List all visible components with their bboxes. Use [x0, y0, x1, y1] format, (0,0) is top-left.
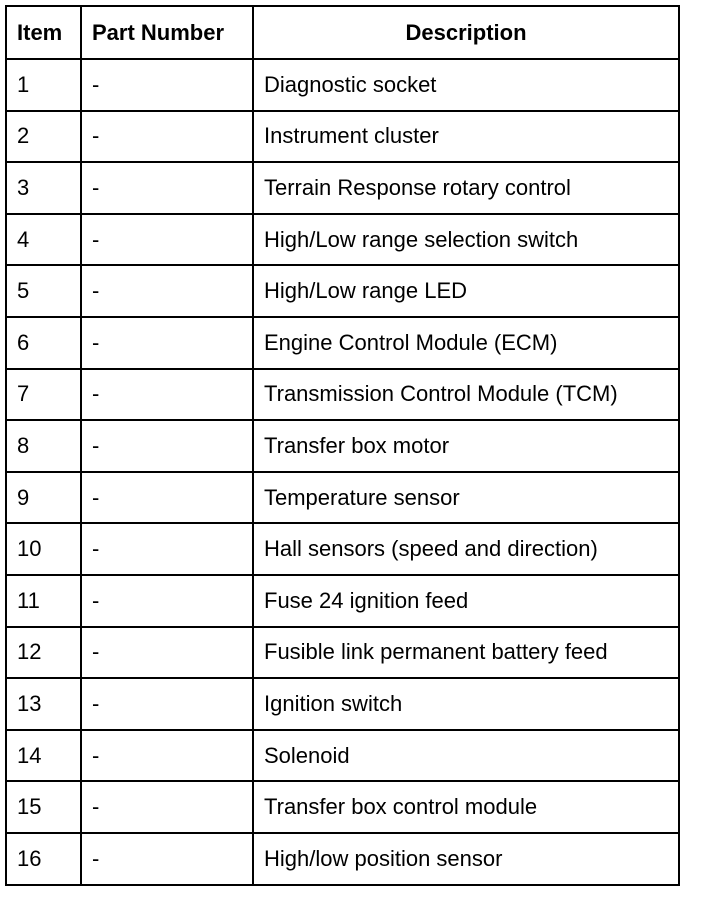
- cell-description: Terrain Response rotary control: [253, 162, 679, 214]
- cell-part-number: -: [81, 59, 253, 111]
- table-body: [6, 59, 679, 885]
- cell-part-number: -: [81, 317, 253, 369]
- table-row: [6, 730, 679, 782]
- cell-description: High/Low range LED: [253, 265, 679, 317]
- table-row: [6, 678, 679, 730]
- cell-part-number: -: [81, 265, 253, 317]
- cell-description: Solenoid: [253, 730, 679, 782]
- cell-item: 15: [6, 781, 81, 833]
- cell-item: 11: [6, 575, 81, 627]
- cell-description: Transfer box motor: [253, 420, 679, 472]
- cell-item: 4: [6, 214, 81, 266]
- cell-description: Engine Control Module (ECM): [253, 317, 679, 369]
- cell-item: 7: [6, 369, 81, 421]
- cell-item: 14: [6, 730, 81, 782]
- cell-part-number: -: [81, 781, 253, 833]
- table-row: [6, 627, 679, 679]
- cell-description: Transfer box control module: [253, 781, 679, 833]
- cell-description: Temperature sensor: [253, 472, 679, 524]
- table-row: [6, 162, 679, 214]
- cell-item: 6: [6, 317, 81, 369]
- cell-item: 10: [6, 523, 81, 575]
- table-row: [6, 265, 679, 317]
- cell-description: Diagnostic socket: [253, 59, 679, 111]
- table-row: [6, 523, 679, 575]
- table-row: [6, 59, 679, 111]
- table-row: [6, 317, 679, 369]
- cell-item: 12: [6, 627, 81, 679]
- table-row: [6, 575, 679, 627]
- cell-item: 9: [6, 472, 81, 524]
- cell-item: 16: [6, 833, 81, 885]
- cell-part-number: -: [81, 678, 253, 730]
- cell-part-number: -: [81, 523, 253, 575]
- cell-description: Instrument cluster: [253, 111, 679, 163]
- table-header: [6, 6, 679, 59]
- cell-part-number: -: [81, 162, 253, 214]
- table-row: [6, 833, 679, 885]
- cell-description: High/low position sensor: [253, 833, 679, 885]
- cell-description: Fuse 24 ignition feed: [253, 575, 679, 627]
- header-row: [6, 6, 679, 59]
- cell-item: 8: [6, 420, 81, 472]
- cell-description: Transmission Control Module (TCM): [253, 369, 679, 421]
- cell-description: Hall sensors (speed and direction): [253, 523, 679, 575]
- cell-item: 2: [6, 111, 81, 163]
- cell-part-number: -: [81, 575, 253, 627]
- cell-description: High/Low range selection switch: [253, 214, 679, 266]
- table-row: [6, 369, 679, 421]
- cell-item: 3: [6, 162, 81, 214]
- cell-part-number: -: [81, 111, 253, 163]
- cell-part-number: -: [81, 472, 253, 524]
- cell-description: Ignition switch: [253, 678, 679, 730]
- parts-table: [5, 5, 680, 886]
- table-row: [6, 781, 679, 833]
- header-part-number: Part Number: [81, 6, 253, 59]
- table-row: [6, 111, 679, 163]
- cell-part-number: -: [81, 833, 253, 885]
- table-row: [6, 472, 679, 524]
- cell-part-number: -: [81, 214, 253, 266]
- cell-item: 5: [6, 265, 81, 317]
- cell-part-number: -: [81, 730, 253, 782]
- table-row: [6, 420, 679, 472]
- cell-part-number: -: [81, 627, 253, 679]
- header-item: Item: [6, 6, 81, 59]
- header-description: Description: [253, 6, 679, 59]
- table-row: [6, 214, 679, 266]
- cell-description: Fusible link permanent battery feed: [253, 627, 679, 679]
- cell-part-number: -: [81, 420, 253, 472]
- cell-item: 13: [6, 678, 81, 730]
- cell-part-number: -: [81, 369, 253, 421]
- cell-item: 1: [6, 59, 81, 111]
